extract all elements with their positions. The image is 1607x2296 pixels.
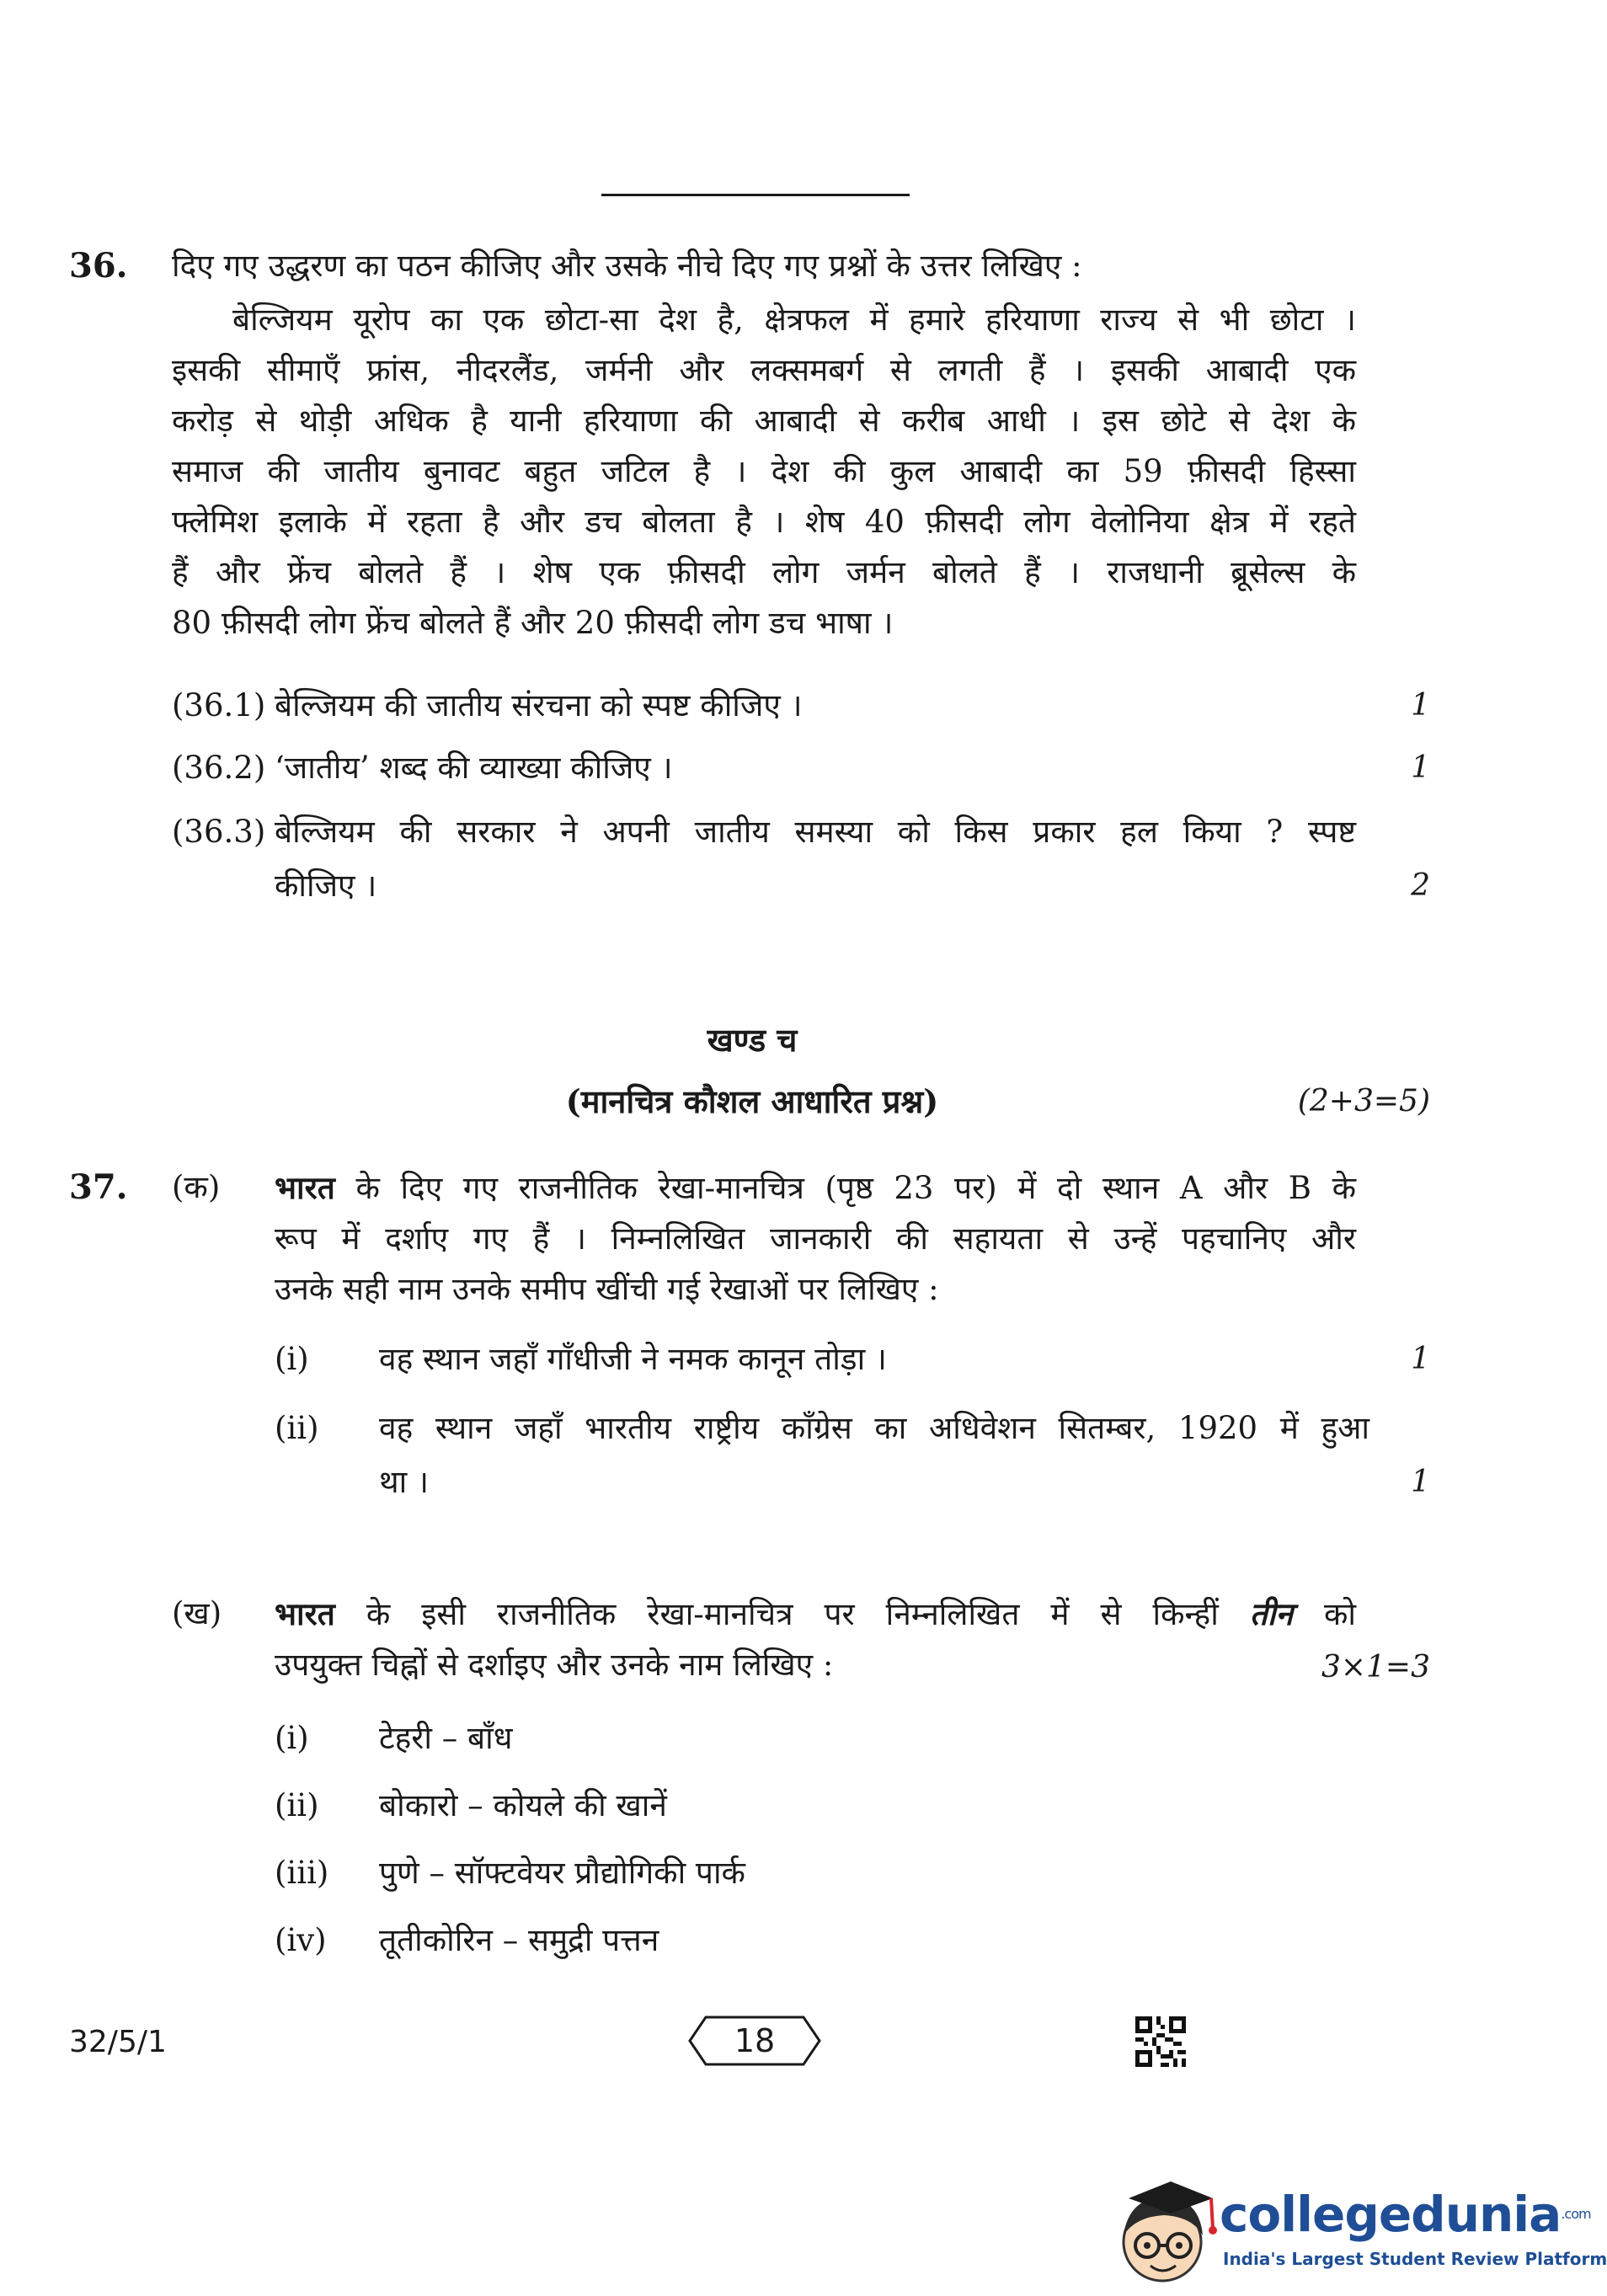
item-37a-ii-marks: 1 bbox=[1411, 1465, 1430, 1499]
item-37b-ii-text: बोकारो – कोयले की खानें bbox=[379, 1787, 667, 1823]
question-37b-marks: 3×1=3 bbox=[1321, 1650, 1430, 1685]
item-37b-i-text: टेहरी – बाँध bbox=[379, 1720, 513, 1756]
question-37b-line1-end: को bbox=[1293, 1596, 1356, 1632]
page-number-badge bbox=[687, 2015, 822, 2067]
item-37b-i-num: (i) bbox=[275, 1720, 309, 1756]
item-37b-iv-text: तूतीकोरिन – समुद्री पत्तन bbox=[379, 1922, 659, 1958]
question-37a-label: (क) bbox=[172, 1169, 221, 1205]
item-37b-iv-num: (iv) bbox=[275, 1922, 327, 1958]
subquestion-36-1-text: बेल्जियम की जातीय संरचना को स्पष्ट कीजिए । bbox=[275, 687, 803, 724]
brand-name bbox=[1220, 2185, 1591, 2244]
passage-line: हैं और फ्रेंच बोलते हैं । शेष एक फ़ीसदी लोग जर्मन बोलते हैं । राजधानी ब्रूसेल्स के bbox=[172, 554, 1356, 590]
question-37b-line2: उपयुक्त चिह्नों से दर्शाइए और उनके नाम लिखिए : bbox=[275, 1647, 834, 1683]
brand-logo bbox=[1112, 2173, 1607, 2291]
question-number-36: 36. bbox=[69, 246, 128, 286]
subquestion-36-3-marks: 2 bbox=[1411, 868, 1430, 903]
brand-name-text: collegedunia bbox=[1220, 2186, 1562, 2243]
passage-line: 80 फ़ीसदी लोग फ्रेंच बोलते हैं और 20 फ़ीसदी लोग डच भाषा । bbox=[172, 605, 894, 641]
passage-line: समाज की जातीय बुनावट बहुत जटिल है । देश की कुल आबादी का 59 फ़ीसदी हिस्सा bbox=[172, 453, 1356, 489]
bold-bharat: भारत bbox=[275, 1169, 335, 1206]
question-37b-body bbox=[275, 1589, 1356, 1690]
qr-code-icon bbox=[1135, 2016, 1186, 2067]
item-37a-i-num: (i) bbox=[275, 1341, 309, 1377]
question-37a-line2: रूप में दर्शाए गए हैं । निम्नलिखित जानकारी की सहायता से उन्हें पहचानिए और bbox=[275, 1220, 1356, 1257]
section-marks: (2+3=5) bbox=[1297, 1084, 1430, 1119]
question-37a-line1 bbox=[275, 1162, 1356, 1214]
brand-tagline: India's Largest Student Review Platform bbox=[1223, 2249, 1607, 2269]
question-37a-line1-rest: के दिए गए राजनीतिक रेखा-मानचित्र (पृष्ठ 23 पर) में दो स्थान A और B के bbox=[334, 1170, 1356, 1206]
subquestion-36-2-text: ‘जातीय’ शब्द की व्याख्या कीजिए । bbox=[275, 750, 673, 786]
brand-suffix: .com bbox=[1561, 2206, 1591, 2222]
top-rule bbox=[601, 194, 910, 196]
item-37a-i-marks: 1 bbox=[1411, 1342, 1430, 1376]
passage-line: करोड़ से थोड़ी अधिक है यानी हरियाणा की आबादी से करीब आधी । इस छोटे से देश के bbox=[172, 403, 1356, 439]
qr-code bbox=[1135, 2016, 1186, 2067]
section-subtitle: (मानचित्र कौशल आधारित प्रश्न) bbox=[565, 1082, 939, 1120]
item-37b-iii-text: पुणे – सॉफ्टवेयर प्रौद्योगिकी पार्क bbox=[379, 1855, 745, 1891]
page-number: 18 bbox=[734, 2022, 776, 2059]
question-37a-body bbox=[275, 1162, 1356, 1315]
passage-line: फ्लेमिश इलाके में रहता है और डच बोलता है । शेष 40 फ़ीसदी लोग वेलोनिया क्षेत्र में रहते bbox=[172, 504, 1356, 540]
student-mascot-icon bbox=[1112, 2173, 1221, 2291]
section-title: खण्ड च bbox=[707, 1021, 798, 1059]
item-37a-ii-line1: वह स्थान जहाँ भारतीय राष्ट्रीय काँग्रेस का अधिवेशन सितम्बर, 1920 में हुआ bbox=[379, 1410, 1369, 1446]
item-37a-ii-num: (ii) bbox=[275, 1410, 319, 1446]
passage bbox=[172, 295, 1356, 649]
subquestion-36-1-label: (36.1) bbox=[172, 687, 266, 724]
subquestion-36-2-label: (36.2) bbox=[172, 750, 266, 786]
question-37b-line1-mid: के इसी राजनीतिक रेखा-मानचित्र पर निम्नलिखित में से किन्हीं bbox=[334, 1596, 1250, 1632]
item-37a-ii-line2: था । bbox=[379, 1464, 430, 1500]
subquestion-36-3-label: (36.3) bbox=[172, 814, 266, 850]
question-36-instruction: दिए गए उद्धरण का पठन कीजिए और उसके नीचे दिए गए प्रश्नों के उत्तर लिखिए : bbox=[172, 248, 1082, 284]
item-37a-i-text: वह स्थान जहाँ गाँधीजी ने नमक कानून तोड़ा । bbox=[379, 1341, 887, 1377]
question-37b-line1 bbox=[275, 1589, 1356, 1640]
question-number-37: 37. bbox=[69, 1167, 128, 1207]
subquestion-36-3-line1: बेल्जियम की सरकार ने अपनी जातीय समस्या को किस प्रकार हल किया ? स्पष्ट bbox=[275, 814, 1356, 850]
paper-code: 32/5/1 bbox=[69, 2025, 167, 2059]
subquestion-36-1-marks: 1 bbox=[1411, 688, 1430, 723]
question-37b-label: (ख) bbox=[172, 1595, 222, 1631]
subquestion-36-2-marks: 1 bbox=[1411, 750, 1430, 785]
italic-teen: तीन bbox=[1249, 1595, 1293, 1632]
bold-bharat: भारत bbox=[275, 1595, 335, 1632]
item-37b-iii-num: (iii) bbox=[275, 1855, 329, 1891]
subquestion-36-3-line2: कीजिए । bbox=[275, 868, 377, 904]
item-37b-ii-num: (ii) bbox=[275, 1787, 319, 1823]
question-37a-line3: उनके सही नाम उनके समीप खींची गई रेखाओं पर लिखिए : bbox=[275, 1271, 939, 1307]
passage-line: बेल्जियम यूरोप का एक छोटा-सा देश है, क्षेत्रफल में हमारे हरियाणा राज्य से भी छोटा । bbox=[232, 302, 1356, 338]
passage-line: इसकी सीमाएँ फ्रांस, नीदरलैंड, जर्मनी और लक्समबर्ग से लगती हैं । इसकी आबादी एक bbox=[172, 352, 1356, 388]
